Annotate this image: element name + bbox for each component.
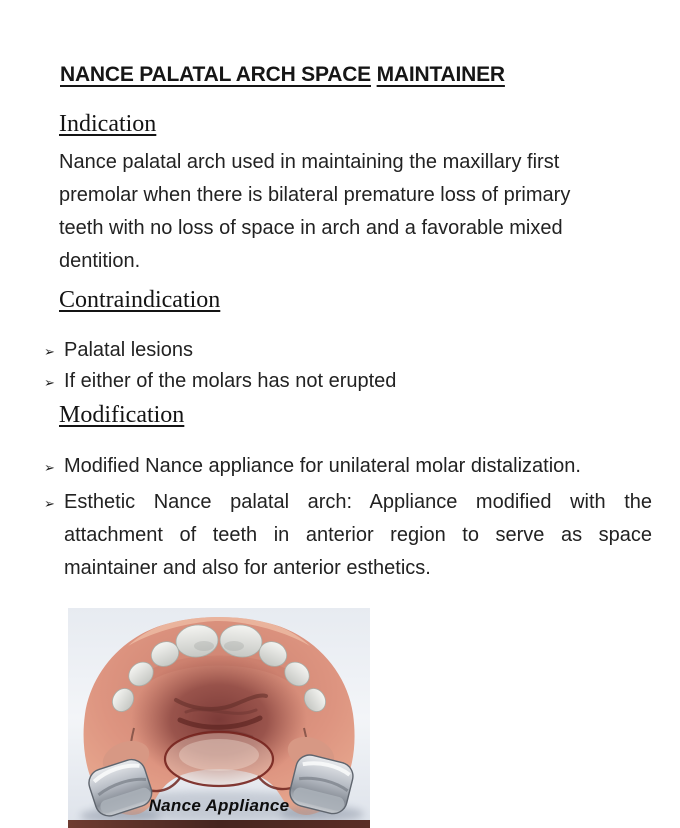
dental-model-illustration [68,608,370,828]
contraindication-list [44,336,634,398]
arrow-bullet-icon: ➢ [44,461,55,476]
photo-bottom-strip [68,820,370,828]
modification-heading: Modification [59,402,185,428]
arrow-bullet-icon: ➢ [44,345,55,360]
modification-bullet-2: Esthetic Nance palatal arch: Appliance modified with the attachment of teeth in anterior region to serve as space maintainer and also for anterior esthetics. [64,491,652,579]
contraindication-bullet-2: If either of the molars has not erupted [64,370,397,392]
page-title-part1: NANCE PALATAL ARCH SPACE [60,63,371,86]
acrylic-button [165,732,273,786]
indication-paragraph: Nance palatal arch used in maintaining the maxillary first premolar when there is bilateral premature loss of primary teeth with no loss of space in arch and a favorable mixed dentition. [59,151,571,272]
list-item [44,336,634,367]
list-item [44,486,652,585]
page-title [60,63,505,87]
list-item [44,450,652,485]
modification-bullet-1: Modified Nance appliance for unilateral molar distalization. [64,455,581,477]
contraindication-bullet-1: Palatal lesions [64,339,193,361]
arrow-bullet-icon: ➢ [44,376,55,391]
contraindication-heading: Contraindication [59,287,221,313]
list-item [44,367,634,398]
page-title-part2: MAINTAINER [376,63,505,86]
arrow-bullet-icon: ➢ [44,497,55,512]
indication-heading: Indication [59,111,157,137]
figure-caption: Nance Appliance [148,796,290,815]
modification-list [44,450,652,586]
nance-appliance-photo [68,608,370,828]
